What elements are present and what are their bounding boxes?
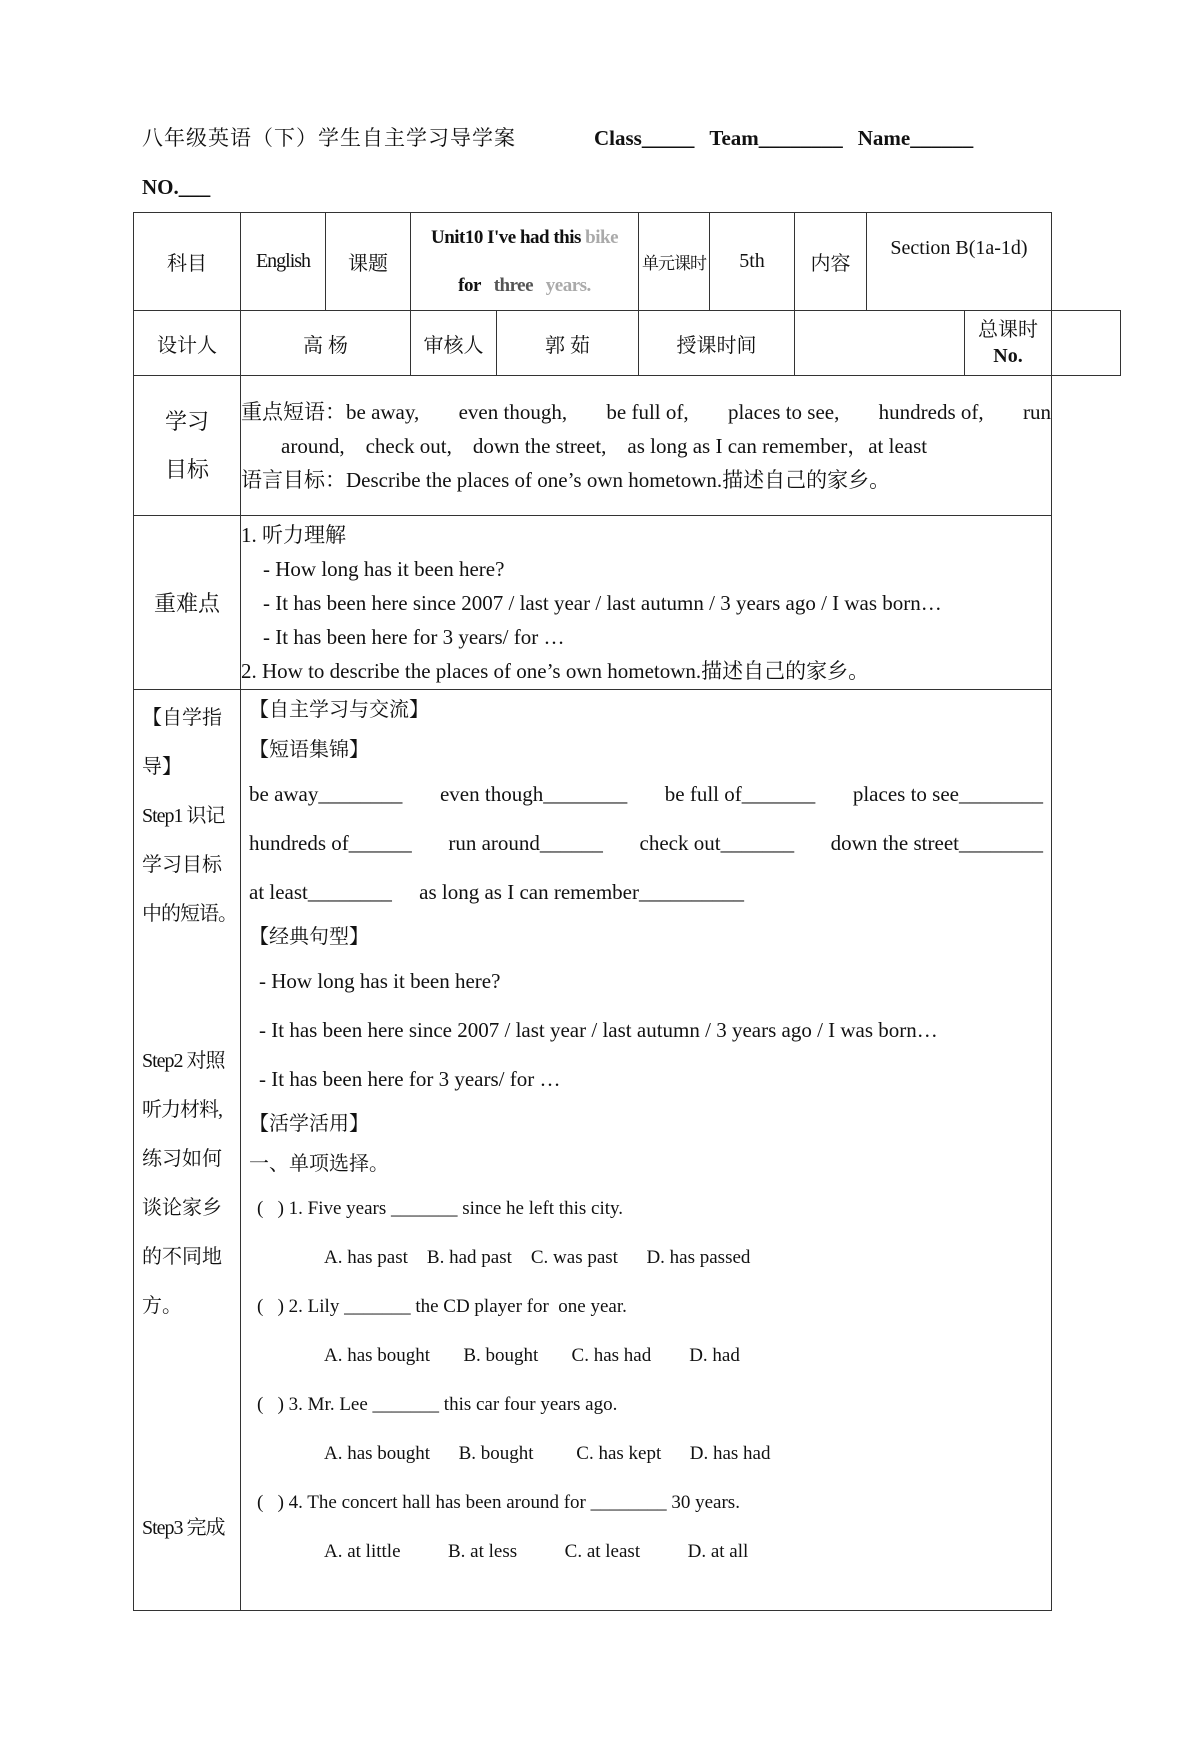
goals-label-line-2: 目标	[164, 456, 209, 482]
guide-line: 【自学指	[142, 707, 222, 729]
phrase-blank: be away________	[249, 782, 403, 806]
info-row-1	[134, 213, 1121, 311]
goals-row	[134, 376, 1121, 516]
content-value: Section B(1a-1d)	[867, 213, 1052, 311]
section-heading: 【活学活用】	[249, 1113, 369, 1135]
topic-word-for: for	[458, 274, 481, 296]
pattern-sentence: - It has been here for 3 years/ for …	[259, 1067, 561, 1091]
phrase-blank-row	[249, 770, 1043, 819]
phrase: run	[1022, 399, 1051, 424]
phrase-blank: run around______	[448, 831, 603, 855]
question-options: A. has bought B. bought C. has kept D. has had	[324, 1443, 771, 1464]
reviewer-label: 审核人	[411, 311, 497, 376]
phrase-blank: hundreds of______	[249, 831, 412, 855]
phrase-blank-row	[249, 868, 1043, 917]
phrase-blank: check out_______	[639, 831, 795, 855]
topic-label: 课题	[326, 213, 411, 311]
difficulties-label: 重难点	[134, 516, 241, 690]
total-hours-label: 总课时	[978, 319, 1038, 341]
guide-line: 学习目标	[142, 854, 222, 876]
self-study-guide	[134, 690, 241, 1611]
section-heading: 【经典句型】	[249, 926, 369, 948]
section-heading: 【短语集锦】	[249, 739, 369, 761]
pattern-sentence: - It has been here since 2007 / last year / last autumn / 3 years ago / I was born…	[259, 1018, 938, 1042]
key-phrases-line-2: around, check out, down the street, as long as I can remember，at least	[281, 433, 928, 458]
phrase-blank: down the street________	[830, 831, 1043, 855]
guide-line: 导】	[142, 756, 182, 778]
unit-hours-label: 单元课时	[639, 213, 710, 311]
info-row-2	[134, 311, 1121, 376]
difficulty-item-2: 2. How to describe the places of one’s own hometown.描述自己的家乡。	[241, 658, 870, 683]
guide-step-2: Step2 对照	[142, 1050, 225, 1072]
teach-time-label: 授课时间	[639, 311, 795, 376]
reviewer-value: 郭 茹	[497, 311, 639, 376]
phrase: places to see,	[727, 399, 840, 424]
difficulty-sentence: - How long has it been here?	[263, 556, 505, 581]
question: ( ) 1. Five years _______ since he left this city.	[257, 1198, 624, 1219]
guide-step-1: Step1 识记	[142, 805, 225, 827]
key-phrases-prefix: 重点短语：	[241, 399, 346, 424]
exercise-title: 一、单项选择。	[249, 1153, 389, 1175]
total-hours-value	[1052, 311, 1121, 376]
subject-value: English	[241, 213, 326, 311]
number-field: NO.___	[142, 175, 211, 199]
designer-value: 高 杨	[241, 311, 411, 376]
guide-line: 谈论家乡	[142, 1197, 222, 1219]
phrase-blank: at least________	[249, 880, 392, 904]
topic-faded-word: bike	[585, 226, 619, 248]
goals-label-line-1: 学习	[164, 408, 209, 434]
guide-line: 练习如何	[142, 1148, 222, 1170]
name-field: Name______	[857, 126, 974, 150]
key-phrases-line-1	[241, 395, 1051, 429]
question-options: A. has bought B. bought C. has had D. had	[324, 1345, 740, 1366]
pattern-sentence: - How long has it been here?	[259, 969, 501, 993]
page-title: 八年级英语（下）学生自主学习导学案	[142, 126, 516, 150]
question-options: A. at little B. at less C. at least D. at all	[324, 1541, 749, 1562]
total-hours-cell	[965, 311, 1052, 376]
phrase: even though,	[458, 399, 568, 424]
lesson-plan-table	[133, 212, 1121, 1611]
topic-word-years: years.	[545, 274, 591, 296]
difficulty-sentence: - It has been here for 3 years/ for …	[263, 624, 565, 649]
phrase: be full of,	[606, 399, 689, 424]
page-header	[142, 122, 1062, 152]
goals-label	[134, 376, 241, 516]
self-study-content	[241, 690, 1052, 1611]
phrase-blank-row	[249, 819, 1043, 868]
class-field: Class_____	[594, 126, 695, 150]
self-study-row	[134, 690, 1121, 1611]
phrase: be away,	[346, 399, 420, 424]
guide-line: 中的短语。	[142, 903, 237, 925]
team-field: Team________	[709, 126, 843, 150]
content-label: 内容	[795, 213, 867, 311]
guide-line: 听力材料,	[142, 1099, 222, 1121]
question-options: A. has past B. had past C. was past D. has passed	[324, 1247, 751, 1268]
topic-line-1: Unit10 I've had this	[430, 226, 581, 248]
question: ( ) 2. Lily _______ the CD player for one year.	[257, 1296, 627, 1317]
topic-value	[411, 213, 639, 311]
question: ( ) 4. The concert hall has been around for ________ 30 years.	[257, 1492, 740, 1513]
topic-word-three: three	[493, 274, 534, 296]
language-goal: 语言目标：Describe the places of one’s own hometown.描述自己的家乡。	[241, 467, 891, 492]
guide-line: 的不同地	[142, 1246, 222, 1268]
subject-label: 科目	[134, 213, 241, 311]
unit-hours-value: 5th	[710, 213, 795, 311]
difficulties-content	[241, 516, 1052, 690]
guide-line: 方。	[142, 1295, 182, 1317]
phrase-blank: be full of_______	[664, 782, 816, 806]
section-heading: 【自主学习与交流】	[249, 699, 429, 721]
phrase: hundreds of,	[878, 399, 984, 424]
difficulties-row	[134, 516, 1121, 690]
teach-time-value	[795, 311, 965, 376]
difficulty-sentence: - It has been here since 2007 / last year / last autumn / 3 years ago / I was born…	[263, 590, 942, 615]
goals-content	[241, 376, 1052, 516]
guide-step-3: Step3 完成	[142, 1517, 225, 1539]
total-hours-no: No.	[993, 345, 1023, 367]
difficulty-item-1: 1. 听力理解	[241, 522, 346, 547]
phrase-blank: even though________	[439, 782, 628, 806]
question: ( ) 3. Mr. Lee _______ this car four years ago.	[257, 1394, 618, 1415]
phrase-blank: as long as I can remember__________	[419, 880, 744, 904]
phrase-blank: places to see________	[852, 782, 1043, 806]
designer-label: 设计人	[134, 311, 241, 376]
